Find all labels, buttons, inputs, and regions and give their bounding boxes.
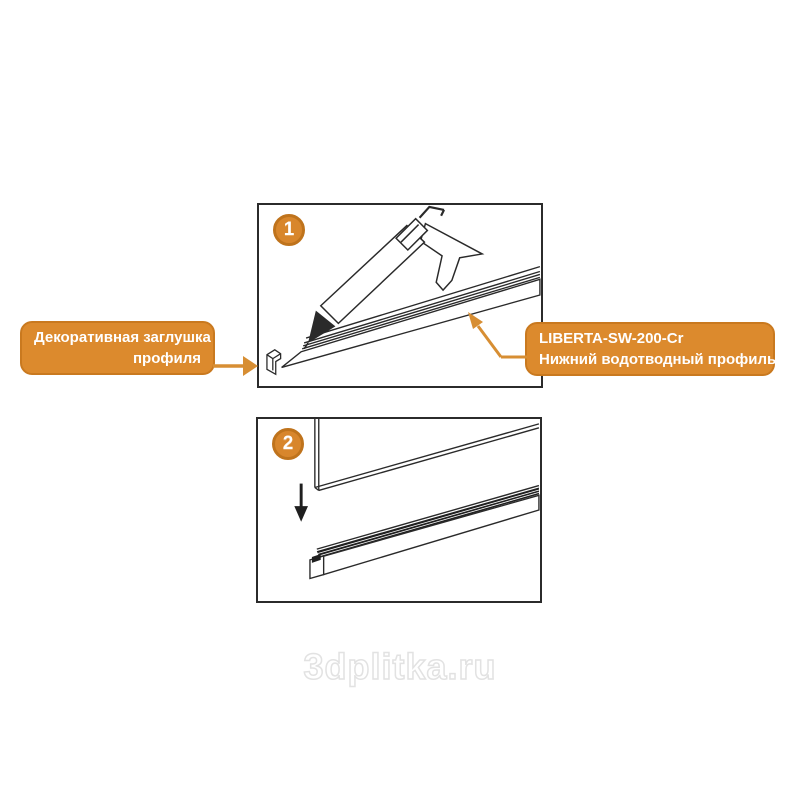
glass-panel-drawing [315, 419, 539, 490]
step-2-badge: 2 [272, 428, 304, 460]
callout-end-cap-line2: профиля [132, 350, 201, 367]
step-2-panel [256, 417, 542, 603]
callout-end-cap-line1: Декоративная заглушка [34, 329, 211, 346]
end-cap-drawing [267, 350, 281, 374]
bottom-profile-drawing [310, 486, 539, 579]
callout-arrow-left [213, 353, 259, 379]
callout-profile-model-line1: LIBERTA-SW-200-Cr [539, 330, 684, 347]
watermark: 3dplitka.ru [303, 646, 497, 687]
callout-arrow-right [463, 308, 533, 364]
callout-profile-model-line2: Нижний водотводный профиль [539, 351, 777, 368]
step-1-badge: 1 [273, 214, 305, 246]
down-arrow-icon [294, 484, 308, 522]
callout-profile-model [525, 322, 775, 376]
callout-end-cap [20, 321, 215, 375]
